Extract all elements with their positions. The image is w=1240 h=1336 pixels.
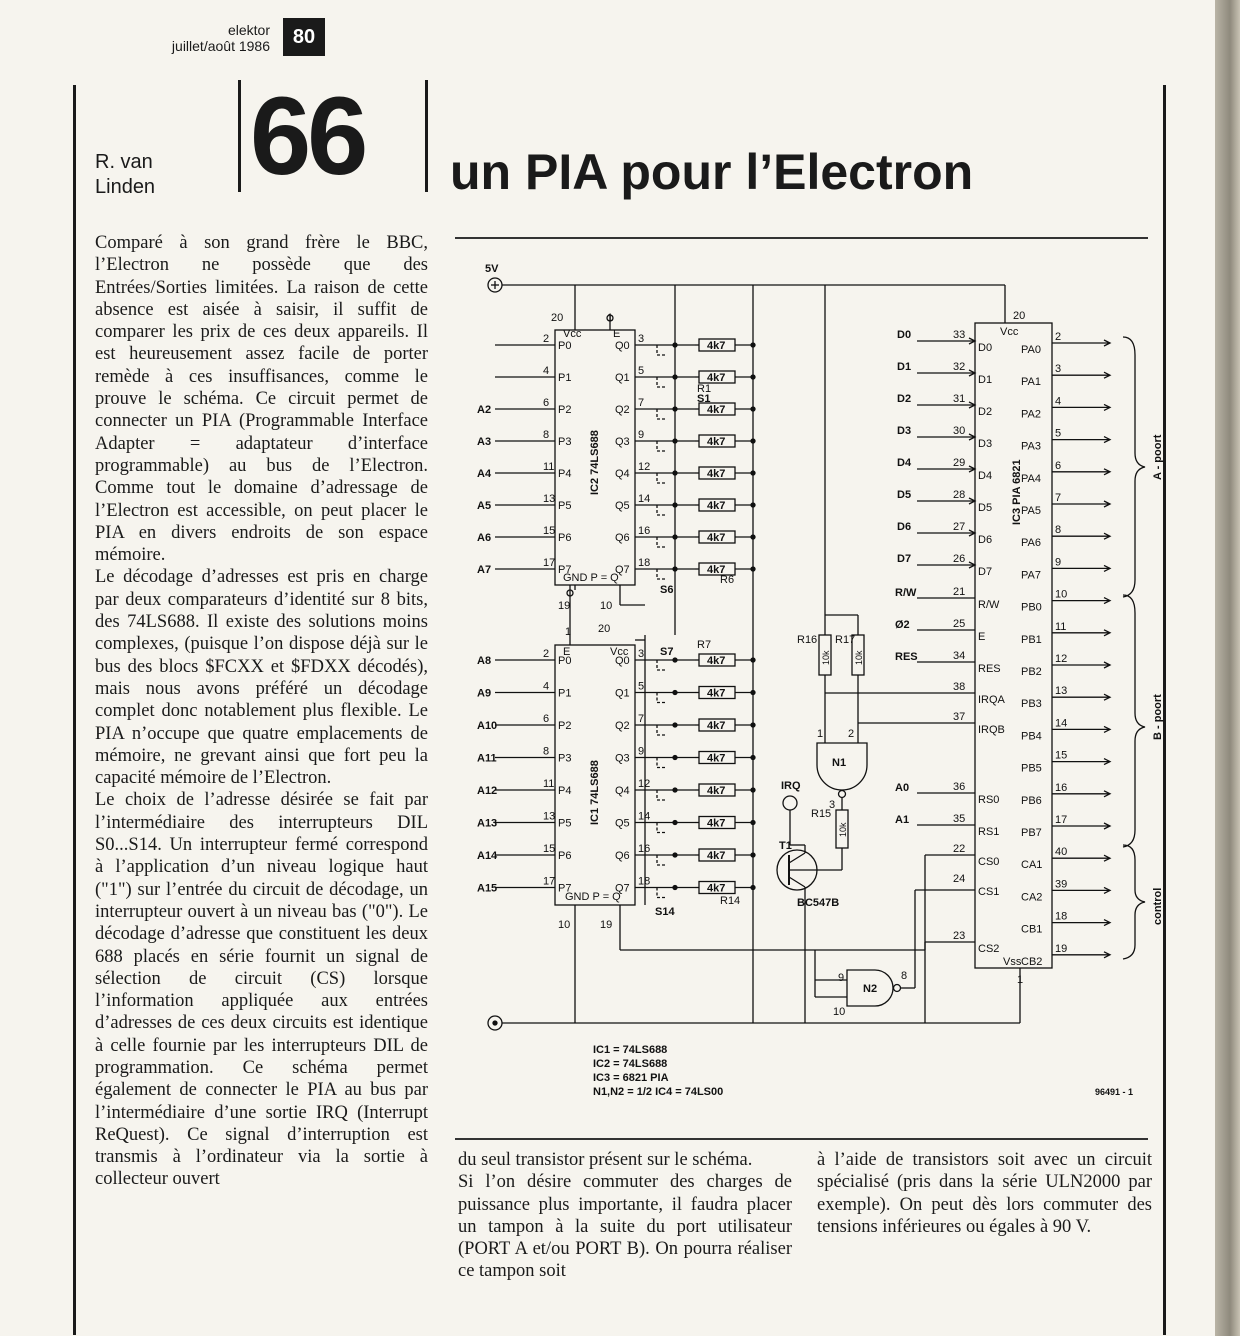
q-input-label: Q5: [615, 500, 630, 512]
pin-number: 15: [543, 843, 556, 855]
issue-date: juillet/août 1986: [171, 38, 270, 54]
pia-pin-label: PB3: [1021, 698, 1042, 711]
svg-text:1: 1: [817, 728, 824, 740]
pin-number: 34: [953, 650, 966, 662]
pia-pin-label: D3: [978, 438, 993, 450]
pia-pin-label: PB2: [1021, 666, 1042, 678]
pia-pin-label: CA1: [1021, 859, 1043, 872]
address-label: A12: [477, 785, 498, 797]
dip-switch: [657, 505, 665, 515]
dip-switch: [657, 758, 665, 768]
pin-number: 22: [953, 843, 966, 855]
address-label: A4: [477, 468, 492, 480]
p-input-label: P5: [558, 817, 572, 830]
data-bus-label: D6: [897, 521, 912, 533]
dip-switch: [657, 790, 665, 800]
pin-number: 17: [1055, 814, 1068, 826]
address-label: A11: [477, 752, 497, 765]
column-3: [817, 1149, 1152, 1238]
pin-number: 3: [638, 648, 645, 660]
pin-number: 6: [543, 397, 550, 409]
pin-number: 10: [1055, 588, 1068, 601]
pia-pin-label: PA1: [1021, 376, 1041, 389]
article-title: un PIA pour l’Electron: [450, 144, 974, 200]
p-input-label: P2: [558, 720, 572, 732]
pia-pin-label: D1: [978, 374, 993, 386]
svg-text:IC1 = 74LS688: IC1 = 74LS688: [593, 1044, 668, 1056]
nand-gate-n1: [817, 728, 867, 811]
pin-number: 16: [638, 525, 651, 537]
svg-text:S1: S1: [697, 393, 711, 405]
pin-number: 33: [953, 329, 966, 341]
svg-text:Vcc: Vcc: [610, 646, 629, 658]
address-label: A14: [477, 850, 498, 862]
address-label: A3: [477, 436, 492, 448]
q-input-label: Q4: [615, 468, 630, 480]
pin-number: 11: [543, 461, 555, 473]
p-input-label: P0: [558, 340, 572, 352]
pia-pin-label: PB7: [1021, 827, 1042, 839]
resistor-value: 4k7: [707, 882, 726, 895]
pin-number: 13: [543, 810, 556, 823]
pin-number: 2: [543, 333, 550, 345]
pia-pin-label: E: [978, 631, 986, 643]
pia-pin-label: D5: [978, 502, 993, 514]
pia-pin-label: D0: [978, 342, 993, 354]
pin-number: 39: [1055, 878, 1068, 891]
svg-text:10: 10: [600, 600, 613, 612]
svg-text:1: 1: [1017, 974, 1024, 986]
pia-pin-label: RES: [978, 663, 1001, 675]
dip-switch: [657, 693, 665, 703]
component-legend: [593, 1044, 723, 1098]
control-label: RES: [895, 651, 918, 663]
p-input-label: P4: [558, 468, 572, 480]
pin-number: 27: [953, 521, 966, 533]
pin-number: 15: [1055, 749, 1068, 762]
control-label: R/W: [895, 587, 917, 599]
address-label: A2: [477, 404, 492, 416]
column-1: [95, 232, 428, 1191]
pin-number: 17: [543, 875, 556, 888]
svg-text:E: E: [563, 646, 571, 658]
dip-switch: [657, 569, 665, 579]
svg-text:A - poort: A - poort: [1152, 434, 1164, 480]
pia-pin-label: IRQB: [978, 724, 1005, 736]
resistor-value: 4k7: [707, 850, 726, 862]
pia-pin-label: IRQA: [978, 694, 1005, 706]
pin-number: 9: [1055, 556, 1062, 569]
pin-number: 17: [543, 557, 556, 569]
pin-number: 11: [1055, 620, 1067, 633]
svg-text:9: 9: [838, 972, 845, 984]
pia-pin-label: PB5: [1021, 762, 1042, 775]
svg-text:N1,N2 = 1/2 IC4 = 74LS00: N1,N2 = 1/2 IC4 = 74LS00: [593, 1086, 724, 1098]
pin-number: 4: [543, 680, 550, 693]
svg-text:IC1 74LS688: IC1 74LS688: [589, 760, 601, 825]
pin-number: 5: [1055, 427, 1062, 440]
pia-pin-label: CS1: [978, 886, 1000, 898]
pin-number: 36: [953, 781, 966, 793]
svg-text:20: 20: [598, 623, 611, 635]
svg-text:control: control: [1152, 887, 1164, 925]
number-rule-right: [425, 80, 428, 192]
pin-number: 18: [638, 875, 651, 888]
p-input-label: P0: [558, 655, 572, 667]
data-bus-label: D4: [897, 457, 912, 469]
q-input-label: Q0: [615, 655, 630, 667]
p-input-label: P1: [558, 372, 572, 384]
pin-number: 12: [638, 778, 651, 790]
pia-pin-label: D2: [978, 406, 993, 418]
q-input-label: Q6: [615, 850, 630, 862]
pin-number: 8: [1055, 524, 1062, 537]
pia-pin-label: CB1: [1021, 923, 1043, 936]
circuit-schematic: [455, 245, 1164, 1125]
q-input-label: Q6: [615, 532, 630, 544]
dip-switch: [657, 537, 665, 547]
resistor-value: 4k7: [707, 404, 726, 416]
pin-number: 2: [1055, 331, 1062, 343]
resistor-value: 4k7: [707, 785, 726, 797]
svg-text:R1: R1: [697, 383, 712, 395]
paragraph: Le décodage d’adresses est pris en charge par deux comparateurs d’identité sur 8 bits, des 74LS688. Il existe des solutions moins complexes, (puisque l’on dispose déjà sur le bus des blocs $FCXX et $FDXX décodés), mais nous avons préféré un décodage complet donc notablement plus flexible. Le PIA n’occupe que quatre emplacements de mémoire, ne grevant ainsi que fort peu la capacité mémoire de l’Electron.: [95, 567, 428, 789]
journal-name: elektor: [227, 22, 270, 38]
svg-text:IRQ: IRQ: [781, 780, 801, 792]
svg-text:GND P = Q: GND P = Q: [565, 891, 621, 903]
svg-text:R6: R6: [720, 574, 735, 586]
resistor-value: 4k7: [707, 564, 726, 576]
svg-text:T1: T1: [779, 840, 792, 852]
pia-pin-label: RS1: [978, 826, 1000, 838]
data-bus-label: D7: [897, 553, 912, 565]
pin-number: 40: [1055, 846, 1068, 859]
pia-pin-label: PA6: [1021, 537, 1041, 550]
pin-number: 16: [1055, 781, 1068, 794]
paragraph: à l’aide de transistors soit avec un circuit spécialisé (pris dans la série ULN2000 par exemple). On peut dès lors commuter des tensions inférieures ou égales à 90 V.: [817, 1150, 1152, 1237]
pin-number: 35: [953, 813, 966, 825]
ground-terminal: [488, 1016, 502, 1030]
page-number: 80: [283, 18, 325, 56]
pia-pin-label: RS0: [978, 794, 1000, 806]
dip-switch: [657, 441, 665, 451]
journal-header: [150, 22, 270, 54]
data-bus-label: D3: [897, 425, 912, 437]
svg-text:19: 19: [558, 600, 571, 612]
pin-number: 4: [543, 365, 550, 377]
svg-text:10k: 10k: [854, 650, 864, 665]
supply-5v-terminal: [485, 263, 502, 292]
paragraph: du seul transistor présent sur le schéma.: [458, 1150, 753, 1170]
pia-pin-label: PA0: [1021, 344, 1041, 356]
pin-number: 7: [1055, 492, 1062, 504]
pia-pin-label: PA5: [1021, 505, 1041, 517]
address-label: A7: [477, 564, 492, 576]
resistor-r16: [797, 285, 831, 725]
svg-text:10: 10: [558, 919, 571, 931]
pin-number: 12: [638, 461, 651, 473]
svg-text:Vss: Vss: [1003, 956, 1022, 968]
svg-text:10k: 10k: [838, 822, 848, 837]
pin-number: 18: [638, 557, 651, 569]
pia-pin-label: CS0: [978, 856, 1000, 868]
pin-number: 15: [543, 525, 556, 537]
svg-text:R16: R16: [797, 634, 818, 646]
svg-text:BC547B: BC547B: [797, 897, 840, 909]
pin-number: 16: [638, 843, 651, 855]
title-underline: [455, 237, 1148, 239]
q-input-label: Q7: [615, 564, 630, 576]
pia-pin-label: PB6: [1021, 794, 1042, 807]
pin-number: 14: [638, 493, 651, 505]
pin-number: 19: [1055, 942, 1068, 955]
resistor-value: 4k7: [707, 655, 726, 667]
pia-pin-label: CS2: [978, 943, 1000, 955]
pia-pin-label: PB4: [1021, 730, 1042, 743]
pin-number: 28: [953, 489, 966, 501]
svg-text:B - poort: B - poort: [1152, 694, 1164, 740]
svg-text:S6: S6: [660, 584, 674, 596]
svg-text:IC2 = 74LS688: IC2 = 74LS688: [593, 1058, 668, 1070]
transistor-t1: [777, 840, 845, 1023]
pia-pin-label: PB1: [1021, 633, 1042, 646]
pin-number: 14: [1055, 717, 1068, 730]
svg-text:1: 1: [565, 626, 572, 638]
switch-resistor-array-bottom: [657, 654, 755, 898]
svg-text:10k: 10k: [821, 650, 831, 665]
pin-number: 11: [543, 778, 555, 790]
address-label: A6: [477, 532, 492, 544]
irq-output: [781, 780, 801, 845]
pin-number: 30: [953, 425, 966, 437]
q-input-label: Q1: [615, 372, 630, 384]
pia-pin-label: CA2: [1021, 891, 1043, 904]
resistor-value: 4k7: [707, 468, 726, 480]
pin-number: 37: [953, 711, 966, 723]
pin-number: 38: [953, 681, 966, 693]
svg-text:E: E: [613, 328, 621, 340]
svg-text:IC2 74LS688: IC2 74LS688: [589, 430, 601, 495]
pin-number: 18: [1055, 910, 1068, 923]
resistor-value: 4k7: [707, 500, 726, 512]
q-input-label: Q3: [615, 752, 630, 765]
dip-switch: [657, 409, 665, 419]
svg-text:N2: N2: [863, 983, 878, 995]
svg-text:IC3 = 6821 PIA: IC3 = 6821 PIA: [593, 1072, 669, 1084]
paragraph: Le choix de l’adresse désirée se fait par l’intermédiaire des interrupteurs DIL S0...S14. Un interrupteur fermé correspond à l’application d’un niveau logique haut ("1") sur l’entrée du circuit de décodage, un interrupteur ouvert à un niveau bas ("0"). Le décodage d’adresse que constituent les deux 688 placés en série fournit un signal de sélection de circuit (CS) lorsque l’information appliquée aux entrées d’adresses de ces deux circuits est identique à celle fournie par les interrupteurs DIL de programmation. Ce schéma permet également de connecter le PIA au bus par l’intermédiaire d’une sortie IRQ (Interrupt ReQuest). Ce signal d’interruption est transmis à l’ordinateur via la sortie à collecteur ouvert: [95, 790, 428, 1190]
address-label: A15: [477, 882, 498, 895]
svg-text:10: 10: [833, 1006, 846, 1018]
svg-text:20: 20: [551, 312, 564, 324]
pin-number: 24: [953, 873, 966, 885]
pia-pin-label: PA7: [1021, 569, 1041, 582]
resistor-value: 4k7: [707, 687, 726, 700]
pin-number: 7: [638, 397, 645, 409]
pia-pin-label: PA3: [1021, 440, 1041, 453]
svg-text:2: 2: [848, 728, 855, 740]
p-input-label: P2: [558, 404, 572, 416]
dip-switch: [657, 660, 665, 670]
resistor-value: 4k7: [707, 817, 726, 830]
pin-number: 31: [953, 393, 966, 405]
svg-text:19: 19: [600, 919, 613, 931]
q-input-label: Q2: [615, 720, 630, 732]
a-port-brace: [1123, 337, 1145, 597]
svg-text:N1: N1: [832, 757, 847, 769]
svg-text:1: 1: [607, 312, 614, 324]
p-input-label: P3: [558, 436, 572, 448]
pin-number: 21: [953, 586, 966, 598]
data-bus-label: D5: [897, 489, 912, 501]
svg-text:R15: R15: [811, 808, 832, 820]
dip-switch: [657, 855, 665, 865]
svg-text:R14: R14: [720, 895, 741, 907]
svg-text:GND P = Q: GND P = Q: [563, 572, 619, 584]
pin-number: 3: [1055, 363, 1062, 376]
pin-number: 8: [543, 429, 550, 441]
dip-switch: [657, 888, 665, 898]
paragraph: Si l’on désire commuter des charges de puissance plus importante, il faudra placer un tampon à la suite du port utilisateur (PORT A et/ou PORT B). On pourra réaliser ce tampon soit: [458, 1172, 792, 1282]
pin-number: 29: [953, 457, 966, 469]
pin-number: 32: [953, 361, 966, 373]
p-input-label: P7: [558, 564, 572, 576]
q-input-label: Q0: [615, 340, 630, 352]
column-2: [458, 1149, 792, 1283]
q-input-label: Q2: [615, 404, 630, 416]
svg-text:20: 20: [1013, 310, 1026, 322]
q-input-label: Q4: [615, 785, 630, 797]
pin-number: 9: [638, 745, 645, 758]
pin-number: 14: [638, 810, 651, 823]
svg-text:IC3 PIA 6821: IC3 PIA 6821: [1011, 459, 1023, 525]
figure-ref: 96491 - 1: [1095, 1087, 1134, 1097]
svg-text:8: 8: [901, 970, 908, 982]
switch-resistor-array-top: [657, 339, 755, 579]
address-label: A13: [477, 817, 498, 830]
control-label: A1: [895, 814, 910, 826]
pin-number: 2: [543, 648, 550, 660]
pin-number: 26: [953, 553, 966, 565]
pin-number: 6: [543, 713, 550, 725]
resistor-r15: [811, 808, 848, 870]
pin-number: 6: [1055, 459, 1062, 472]
q-input-label: Q5: [615, 817, 630, 830]
left-margin-rule: [73, 85, 76, 1335]
pia-pin-label: D7: [978, 566, 993, 578]
pin-number: 4: [1055, 395, 1062, 408]
resistor-value: 4k7: [707, 720, 726, 732]
pin-number: 9: [638, 429, 645, 441]
address-label: A9: [477, 687, 492, 700]
q-input-label: Q3: [615, 436, 630, 448]
p-input-label: P5: [558, 500, 572, 512]
dip-switch: [657, 473, 665, 483]
pia-pin-label: R/W: [978, 599, 1000, 611]
control-label: Ø2: [895, 619, 910, 631]
pin-number: 8: [543, 745, 550, 758]
pin-number: 12: [1055, 653, 1068, 665]
p-input-label: P4: [558, 785, 572, 797]
svg-text:S7: S7: [660, 646, 674, 658]
p-input-label: P1: [558, 687, 572, 700]
resistor-value: 4k7: [707, 532, 726, 544]
paragraph: Comparé à son grand frère le BBC, l’Electron ne possède que des Entrées/Sorties limitées. La raison de cette absence est aisée à saisir, il suffit de comparer les prix de ces deux appareils. Il est heureusement assez facile de porter remède à ces insuffisances, comme le prouve le schéma. Ce circuit permet de connecter un PIA (Programmable Interface Adapter = adaptateur d’interface programmable) au bus de l’Electron. Comme tout le domaine d’adressage de l’Electron est accessible, on peut placer le PIA en divers endroits de son espace mémoire.: [95, 233, 428, 566]
p-input-label: P6: [558, 532, 572, 544]
dip-switch: [657, 725, 665, 735]
control-label: A0: [895, 782, 910, 794]
pia-pin-label: CB2: [1021, 955, 1043, 968]
resistor-value: 4k7: [707, 752, 726, 765]
author: R. van Linden: [95, 151, 156, 198]
resistor-value: 4k7: [707, 372, 726, 384]
q-input-label: Q1: [615, 687, 630, 700]
q-input-label: Q7: [615, 882, 630, 895]
pin-number: 5: [638, 365, 645, 377]
b-port-brace: [1123, 595, 1145, 847]
pin-number: 13: [543, 493, 556, 505]
svg-text:3: 3: [829, 799, 836, 811]
pia-pin-label: D6: [978, 534, 993, 546]
svg-text:R17: R17: [835, 634, 856, 646]
pia-pin-label: PB0: [1021, 601, 1042, 614]
pin-number: 3: [638, 333, 645, 345]
pin-number: 7: [638, 713, 645, 725]
pin-number: 5: [638, 680, 645, 693]
data-bus-label: D0: [897, 329, 912, 341]
resistor-value: 4k7: [707, 340, 726, 352]
address-label: A8: [477, 655, 492, 667]
pia-pin-label: PA2: [1021, 408, 1041, 421]
resistor-value: 4k7: [707, 436, 726, 448]
article-number: 66: [250, 75, 365, 198]
address-label: A5: [477, 500, 492, 512]
pin-number: 23: [953, 930, 966, 942]
dip-switch: [657, 345, 665, 355]
p-input-label: P3: [558, 752, 572, 765]
pin-number: 13: [1055, 685, 1068, 698]
svg-text:5V: 5V: [485, 263, 499, 275]
p-input-label: P7: [558, 882, 572, 895]
svg-text:Vcc: Vcc: [563, 328, 582, 340]
dip-switch: [657, 823, 665, 833]
page-binding: [1215, 0, 1240, 1336]
nand-gate-n2: [815, 890, 975, 1018]
data-bus-label: D1: [897, 361, 912, 373]
svg-text:R7: R7: [697, 639, 712, 651]
p-input-label: P6: [558, 850, 572, 862]
pia-pin-label: PA4: [1021, 472, 1041, 485]
dip-switch: [657, 377, 665, 387]
number-rule-left: [238, 80, 241, 192]
pia-pin-label: D4: [978, 470, 993, 482]
figure-bottom-rule: [455, 1138, 1148, 1140]
svg-text:Vcc: Vcc: [1000, 326, 1019, 338]
control-brace: [1123, 845, 1145, 959]
address-label: A10: [477, 720, 498, 732]
data-bus-label: D2: [897, 393, 912, 405]
svg-text:S14: S14: [655, 906, 675, 918]
pin-number: 25: [953, 618, 966, 630]
